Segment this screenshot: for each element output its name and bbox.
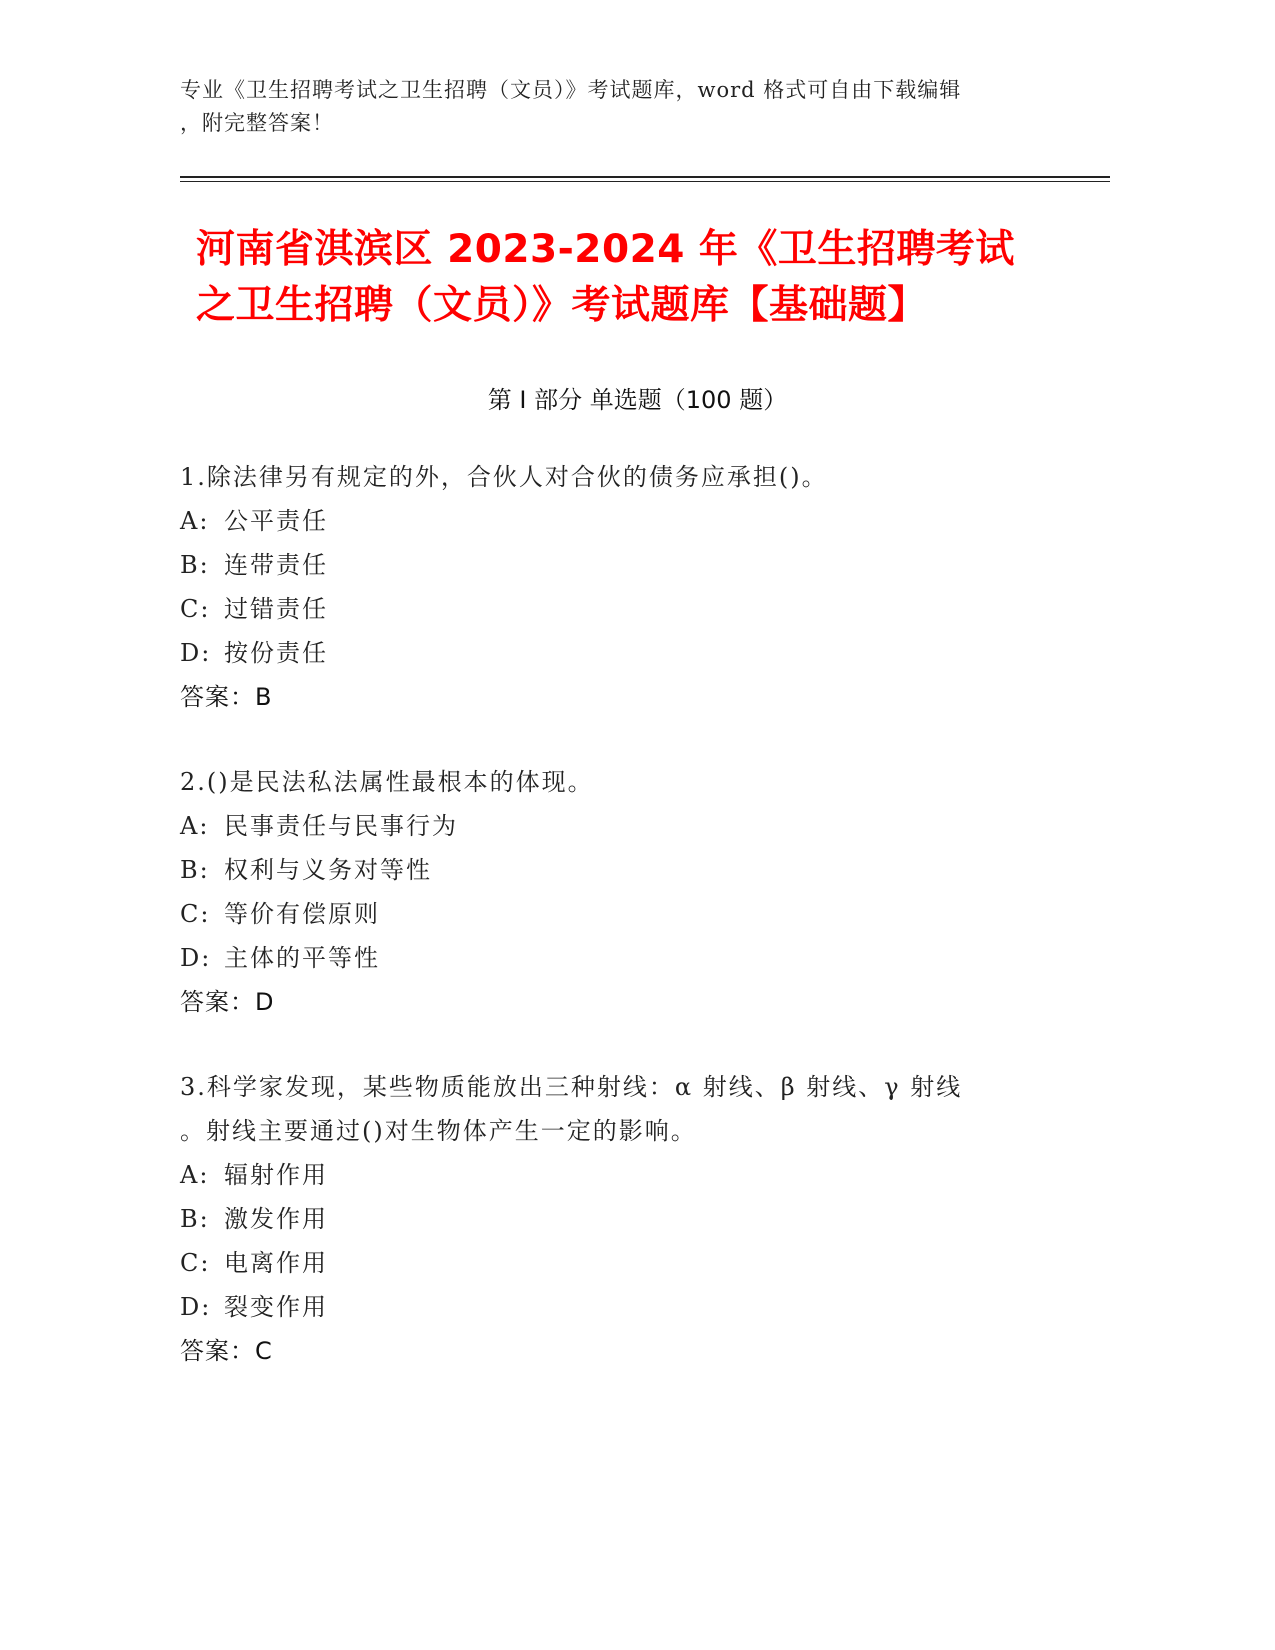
- question-stem-line-2: 。射线主要通过()对生物体产生一定的影响。: [180, 1117, 697, 1145]
- option-text: 电离作用: [224, 1249, 328, 1277]
- header-divider-thin: [180, 181, 1110, 182]
- answer-line: 答案：B: [180, 683, 273, 711]
- option-text: 裂变作用: [224, 1293, 328, 1321]
- option-text: 主体的平等性: [224, 944, 380, 972]
- option-a: [180, 499, 1080, 543]
- question-2: [180, 760, 1080, 1024]
- document-title-line-2: 之卫生招聘（文员）》考试题库【基础题】: [196, 283, 928, 328]
- option-b: [180, 1197, 1080, 1241]
- option-c: [180, 587, 1080, 631]
- document-title: [196, 222, 1076, 334]
- question-1: [180, 455, 1080, 719]
- header-note-line-1: 专业《卫生招聘考试之卫生招聘（文员）》考试题库，word 格式可自由下载编辑: [180, 78, 962, 102]
- answer-line: 答案：D: [180, 988, 275, 1016]
- option-c: [180, 1241, 1080, 1285]
- section-heading: 第 I 部分 单选题（100 题）: [487, 386, 788, 414]
- option-text: 连带责任: [224, 551, 328, 579]
- header-note-line-2: ，附完整答案！: [180, 111, 334, 135]
- option-text: 民事责任与民事行为: [224, 812, 458, 840]
- option-key: B:: [180, 1205, 210, 1233]
- option-key: D:: [180, 639, 212, 667]
- option-a: [180, 1153, 1080, 1197]
- option-key: C:: [180, 595, 211, 623]
- question-3: [180, 1065, 1080, 1373]
- option-key: C:: [180, 900, 211, 928]
- question-stem: 2.()是民法私法属性最根本的体现。: [180, 768, 594, 796]
- option-key: B:: [180, 551, 210, 579]
- option-key: A:: [180, 507, 210, 535]
- option-b: [180, 543, 1080, 587]
- document-title-line-1: 河南省淇滨区 2023-2024 年《卫生招聘考试: [196, 227, 1015, 272]
- option-text: 按份责任: [224, 639, 328, 667]
- option-d: [180, 631, 1080, 675]
- option-c: [180, 892, 1080, 936]
- option-text: 等价有偿原则: [224, 900, 380, 928]
- option-key: A:: [180, 1161, 210, 1189]
- question-stem: 1.除法律另有规定的外，合伙人对合伙的债务应承担()。: [180, 463, 828, 491]
- option-key: A:: [180, 812, 210, 840]
- option-key: B:: [180, 856, 210, 884]
- header-note: [180, 74, 1060, 140]
- option-text: 公平责任: [224, 507, 328, 535]
- option-text: 辐射作用: [224, 1161, 328, 1189]
- option-key: D:: [180, 944, 212, 972]
- option-b: [180, 848, 1080, 892]
- header-divider-thick: [180, 176, 1110, 178]
- option-text: 激发作用: [224, 1205, 328, 1233]
- answer-line: 答案：C: [180, 1337, 273, 1365]
- option-d: [180, 1285, 1080, 1329]
- option-text: 权利与义务对等性: [224, 856, 432, 884]
- question-stem-line-1: 3.科学家发现，某些物质能放出三种射线：α 射线、β 射线、γ 射线: [180, 1073, 963, 1101]
- option-key: D:: [180, 1293, 212, 1321]
- option-key: C:: [180, 1249, 211, 1277]
- option-d: [180, 936, 1080, 980]
- option-a: [180, 804, 1080, 848]
- option-text: 过错责任: [224, 595, 328, 623]
